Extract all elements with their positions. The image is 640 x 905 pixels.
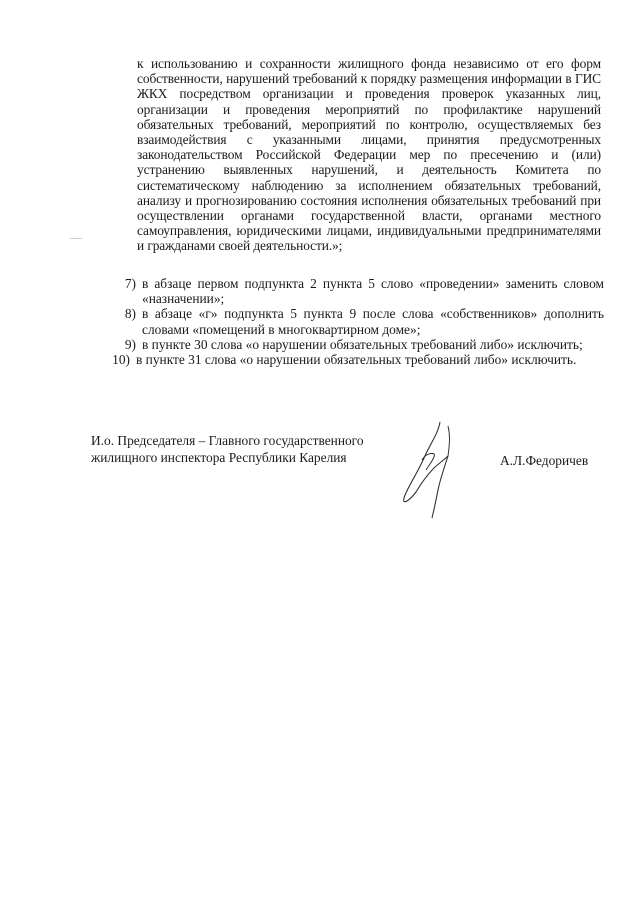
item-text: в пункте 30 слова «о нарушении обязательных требований либо» исключить; — [142, 336, 583, 352]
item-number: 10) — [112, 352, 130, 368]
item-number: 8) — [124, 306, 136, 322]
amendment-list — [112, 276, 604, 367]
signatory-position — [91, 432, 391, 466]
item-number: 9) — [124, 336, 136, 352]
position-line-1: И.о. Председателя – Главного государственного — [91, 433, 364, 448]
list-item — [112, 276, 604, 306]
list-item — [112, 352, 604, 367]
item-text: в абзаце первом подпункта 2 пункта 5 слово «проведении» заменить словом «назначении»; — [142, 276, 604, 307]
handwritten-signature — [400, 420, 470, 520]
position-line-2: жилищного инспектора Республики Карелия — [91, 450, 347, 465]
list-item — [112, 337, 604, 352]
list-item — [112, 306, 604, 336]
item-text: в пункте 31 слова «о нарушении обязательных требований либо» исключить. — [136, 352, 577, 368]
item-number: 7) — [124, 276, 136, 291]
margin-mark — [70, 238, 82, 239]
item-text: в абзаце «г» подпункта 5 пункта 9 после слова «собственников» дополнить словами «помещений в многоквартирном доме»; — [142, 306, 604, 337]
signatory-name: А.Л.Федоричев — [500, 453, 589, 468]
body-paragraph: к использованию и сохранности жилищного фонда независимо от его форм собственности, нарушений требований к порядку размещения информации в ГИС ЖКХ посредством организации и проведения проверок указанных лиц, организации и проведения мероприятий по профилактике нарушений обязательных требований, мероприятий по контролю, осуществляемых без взаимодействия с указанными лицами, принятия предусмотренных законодательством Российской Федерации мер по пресечению и (или) устранению выявленных нарушений, и деятельность Комитета по систематическому наблюдению за исполнением обязательных требований, анализу и прогнозированию состояния исполнения обязательных требований при осуществлении органами государственной власти, органами местного самоуправления, юридическими лицами, индивидуальными предпринимателями и гражданами своей деятельности.»; — [137, 56, 601, 254]
